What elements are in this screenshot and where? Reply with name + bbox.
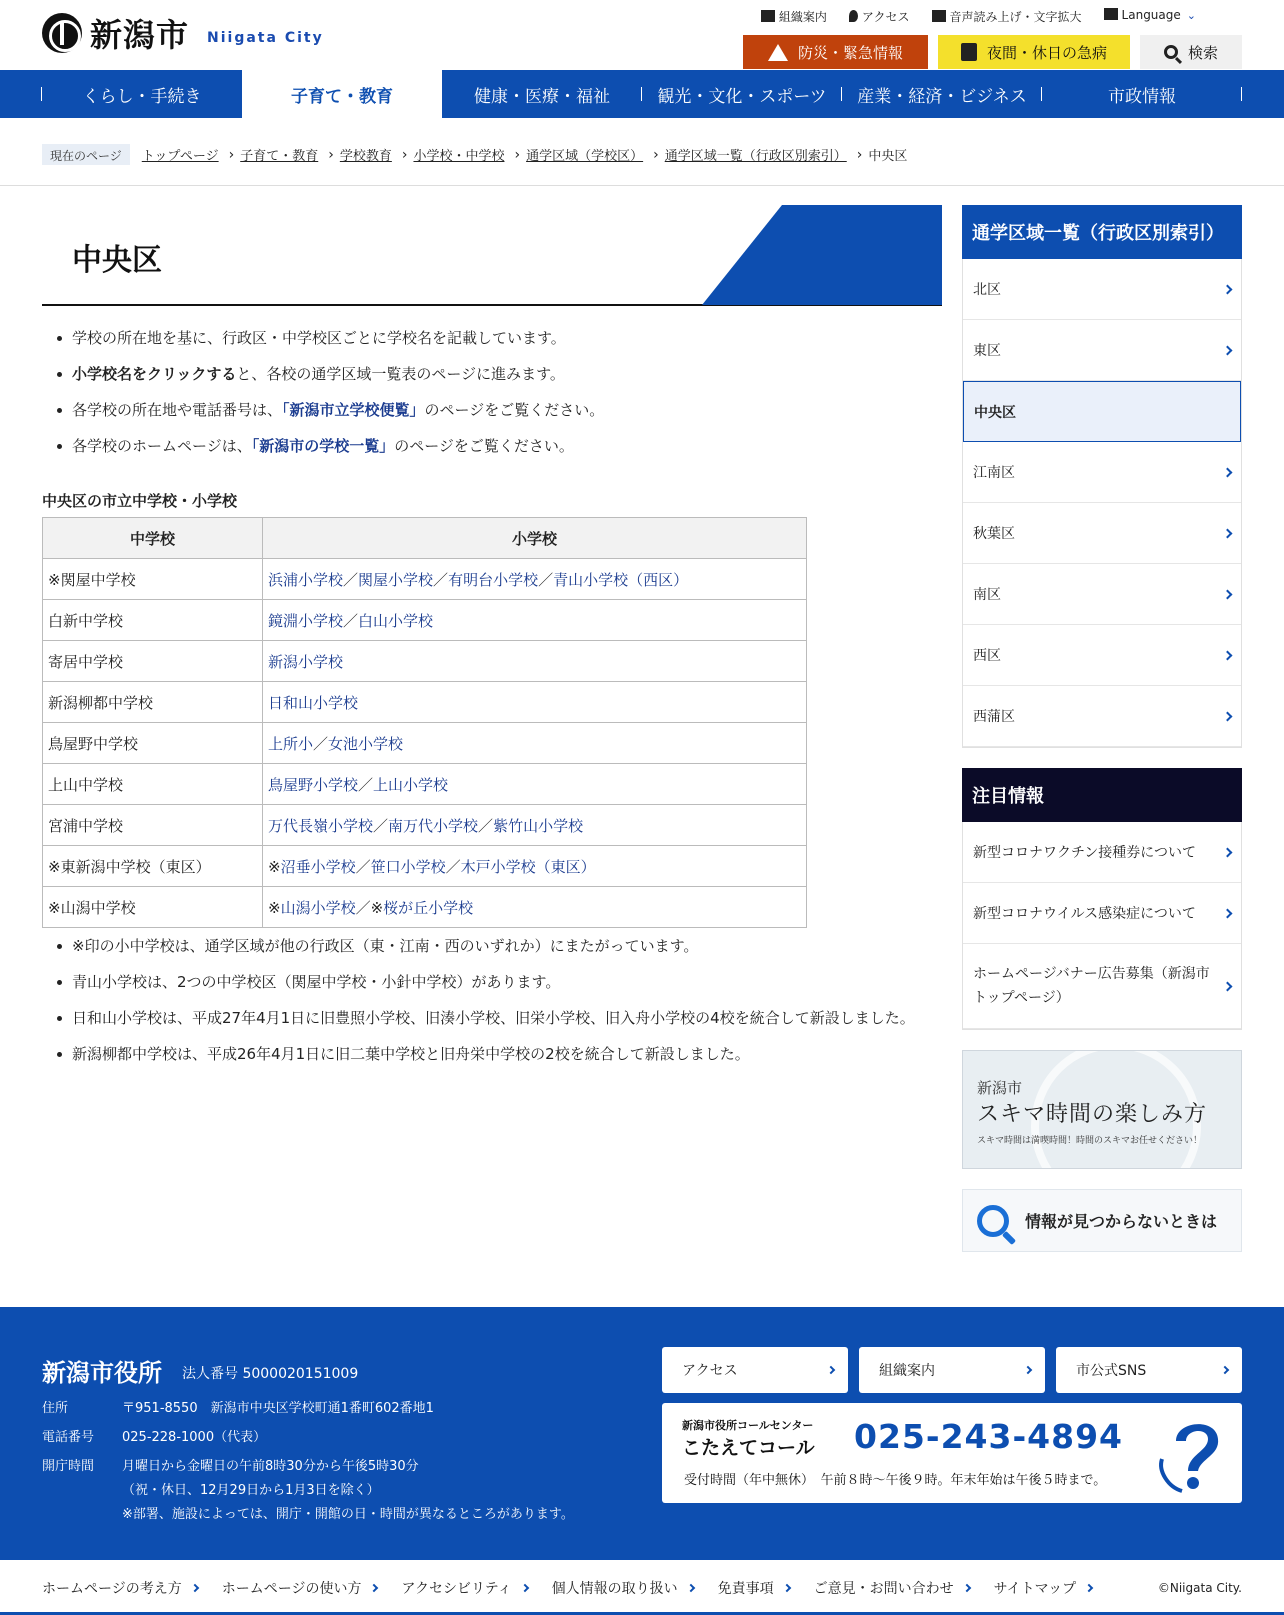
elementary-school-link[interactable]: 上所小 — [268, 734, 314, 753]
util-org-link[interactable]: 組織案内 — [761, 8, 827, 25]
junior-high-school-name: 鳥屋野中学校 — [43, 723, 263, 764]
logo-text-en: Niigata City — [207, 30, 324, 46]
nav-item-living[interactable]: くらし・手続き — [82, 86, 202, 107]
magnifier-icon — [977, 1205, 1009, 1237]
breadcrumb — [0, 144, 1284, 186]
elementary-school-link[interactable]: 青山小学校（西区） — [553, 570, 689, 589]
table-row — [43, 846, 807, 887]
elementary-school-link[interactable]: 女池小学校 — [328, 734, 404, 753]
bottom-link[interactable]: ご意見・お問い合わせ — [814, 1578, 970, 1598]
junior-high-school-name: 上山中学校 — [43, 764, 263, 805]
bottom-link[interactable]: ホームページの考え方 — [42, 1578, 198, 1598]
chevron-right-icon — [1221, 1366, 1229, 1374]
chevron-right-icon — [1223, 284, 1233, 294]
note-item: 新潟柳都中学校は、平成26年4月1日に旧二葉中学校と旧舟栄中学校の2校を統合して新設しました。 — [42, 1040, 942, 1068]
separator: ／ — [358, 775, 374, 794]
chevron-right-icon: › — [856, 146, 863, 163]
bottom-link[interactable]: 免責事項 — [718, 1578, 790, 1598]
elementary-schools-cell — [263, 846, 807, 887]
ward-item[interactable] — [963, 442, 1241, 503]
intro-list — [42, 328, 942, 456]
separator: ／ — [445, 857, 461, 876]
util-access-link[interactable]: アクセス — [849, 8, 910, 25]
utility-links — [761, 8, 1196, 25]
chevron-right-icon — [1024, 1366, 1032, 1374]
breadcrumb-link[interactable]: 学校教育 — [339, 149, 392, 164]
ward-item[interactable] — [963, 320, 1241, 381]
ward-label: 中央区 — [974, 404, 1016, 421]
chevron-right-icon — [1085, 1583, 1093, 1591]
table-row — [43, 559, 807, 600]
nav-spacer — [0, 70, 42, 118]
ward-item[interactable] — [963, 503, 1241, 564]
elementary-school-link[interactable]: 上山小学校 — [373, 775, 449, 794]
school-list-link[interactable]: 「新潟市の学校一覧」 — [251, 437, 395, 455]
sidebar — [962, 205, 1242, 1252]
copyright: ©Niigata City. — [1157, 1580, 1242, 1595]
note-item: ※印の小中学校は、通学区域が他の行政区（東・江南・西のいずれか）にまたがっています。 — [42, 932, 942, 960]
ward-label: 江南区 — [973, 465, 1015, 481]
night-holiday-emergency-button[interactable]: 夜間・休日の急病 — [938, 35, 1130, 69]
util-voice-link[interactable]: 音声読み上げ・文字拡大 — [932, 8, 1082, 25]
table-row — [43, 682, 807, 723]
corporate-number: 法人番号 5000020151009 — [182, 1366, 359, 1382]
question-mascot-icon — [1156, 1411, 1224, 1495]
featured-heading: 注目情報 — [962, 768, 1242, 822]
site-logo[interactable] — [42, 10, 324, 56]
elementary-schools-cell — [263, 723, 807, 764]
chevron-right-icon: › — [653, 146, 659, 163]
global-nav — [0, 70, 1284, 118]
breadcrumb-link[interactable]: 通学区域一覧（行政区別索引） — [664, 149, 847, 164]
footer-phone: 電話番号 025-228-1000（代表） — [42, 1430, 267, 1445]
ward-label: 南区 — [973, 587, 1001, 603]
chevron-right-icon — [1223, 711, 1233, 721]
elementary-school-link[interactable]: 鳥屋野小学校 — [268, 775, 359, 794]
intro-item: 各学校の所在地や電話番号は、「新潟市立学校便覧」のページをご覧ください。 — [42, 400, 942, 420]
separator: ／※ — [355, 898, 384, 917]
elementary-school-link[interactable]: 有明台小学校 — [448, 570, 539, 589]
chevron-right-icon — [370, 1583, 378, 1591]
breadcrumb-link[interactable]: 通学区域（学校区） — [526, 149, 644, 164]
table-row — [43, 887, 807, 928]
intro-item: 各学校のホームページは、「新潟市の学校一覧」のページをご覧ください。 — [42, 436, 942, 456]
note-item: 青山小学校は、2つの中学校区（関屋中学校・小針中学校）があります。 — [42, 968, 942, 996]
ward-label: 東区 — [973, 343, 1001, 359]
chevron-right-icon — [1223, 345, 1233, 355]
footer-access-button[interactable]: アクセス — [662, 1347, 848, 1393]
separator: ※ — [268, 898, 281, 917]
separator: ／ — [343, 570, 359, 589]
call-center-number[interactable]: 025-243-4894 — [854, 1417, 1124, 1456]
chevron-right-icon — [1223, 650, 1233, 660]
ward-label: 北区 — [973, 282, 1001, 298]
sidebar-heading: 通学区域一覧（行政区別索引） — [962, 205, 1242, 259]
header-jhs: 中学校 — [43, 518, 263, 559]
map-pin-icon — [849, 10, 858, 22]
school-handbook-link[interactable]: 「新潟市立学校便覧」 — [282, 401, 425, 419]
footer-title: 新潟市役所 — [42, 1359, 162, 1387]
warning-icon — [768, 44, 788, 61]
featured-item[interactable]: ホームページバナー広告募集（新潟市トップページ） — [963, 944, 1241, 1029]
featured-list — [962, 822, 1242, 1030]
note-item: 日和山小学校は、平成27年4月1日に旧豊照小学校、旧湊小学校、旧栄小学校、旧入舟小学校の4校を統合して新設しました。 — [42, 1004, 942, 1032]
chevron-right-icon: › — [228, 146, 235, 163]
elementary-schools-cell — [263, 641, 807, 682]
junior-high-school-name: 新潟柳都中学校 — [43, 682, 263, 723]
chevron-right-icon — [1223, 981, 1233, 991]
site-footer — [0, 1307, 1284, 1560]
separator: ／ — [343, 611, 359, 630]
elementary-school-link[interactable]: 笹口小学校 — [370, 857, 446, 876]
bottom-link[interactable]: アクセシビリティ — [401, 1578, 527, 1598]
elementary-schools-cell — [263, 682, 807, 723]
elementary-schools-cell — [263, 600, 807, 641]
bottom-link[interactable]: サイトマップ — [994, 1578, 1092, 1598]
bottom-link[interactable]: 個人情報の取り扱い — [552, 1578, 694, 1598]
junior-high-school-name: ※関屋中学校 — [43, 559, 263, 600]
header-es: 小学校 — [263, 518, 807, 559]
chevron-right-icon — [1223, 467, 1233, 477]
chevron-right-icon — [827, 1366, 835, 1374]
elementary-school-link[interactable]: 白山小学校 — [358, 611, 434, 630]
separator: ／ — [538, 570, 554, 589]
chevron-right-icon: › — [514, 146, 521, 163]
speaker-icon — [932, 10, 946, 22]
elementary-school-link[interactable]: 新潟小学校 — [268, 652, 344, 671]
intro-item: 学校の所在地を基に、行政区・中学校区ごとに学校名を記載しています。 — [42, 328, 942, 348]
footer-bottom-links — [0, 1560, 1284, 1615]
chevron-right-icon — [1223, 908, 1233, 918]
hospital-icon — [961, 43, 977, 61]
ward-item[interactable] — [963, 625, 1241, 686]
chevron-right-icon — [1223, 847, 1233, 857]
breadcrumb-label: 現在のページ — [42, 144, 130, 165]
chevron-right-icon — [962, 1583, 970, 1591]
separator: ／ — [433, 570, 449, 589]
elementary-school-link[interactable]: 関屋小学校 — [358, 570, 434, 589]
chevron-right-icon — [190, 1583, 198, 1591]
sukima-time-banner[interactable]: 新潟市 スキマ時間の楽しみ方 スキマ時間は満喫時間！時間のスキマお任せください！ — [962, 1050, 1242, 1169]
featured-item[interactable]: 新型コロナワクチン接種券について — [963, 822, 1241, 883]
footer-org-button[interactable]: 組織案内 — [859, 1347, 1045, 1393]
ward-label: 秋葉区 — [973, 526, 1015, 542]
chevron-right-icon — [1223, 528, 1233, 538]
site-header — [0, 0, 1284, 70]
elementary-schools-cell — [263, 805, 807, 846]
elementary-school-link[interactable]: 南万代小学校 — [388, 816, 479, 835]
elementary-school-link[interactable]: 木戸小学校（東区） — [460, 857, 596, 876]
elementary-school-link[interactable]: 山潟小学校 — [280, 898, 356, 917]
table-row — [43, 723, 807, 764]
table-row — [43, 600, 807, 641]
elementary-school-link[interactable]: 桜が丘小学校 — [383, 898, 474, 917]
nav-item-health[interactable]: 健康・医療・福祉 — [442, 70, 642, 118]
ward-item[interactable] — [963, 381, 1241, 442]
table-row — [43, 641, 807, 682]
nav-item-industry[interactable]: 産業・経済・ビジネス — [842, 70, 1042, 118]
breadcrumb-link[interactable]: 子育て・教育 — [240, 149, 319, 164]
junior-high-school-name: ※山潟中学校 — [43, 887, 263, 928]
bottom-link[interactable]: ホームページの使い方 — [222, 1578, 378, 1598]
chevron-right-icon: › — [401, 146, 408, 163]
org-chart-icon — [761, 10, 775, 22]
not-found-help-banner[interactable]: 情報が見つからないときは — [962, 1189, 1242, 1252]
search-icon — [1164, 45, 1178, 59]
footer-hours: 開庁時間 月曜日から金曜日の午前8時30分から午後5時30分 （祝・休日、12月29日から1月3日を除く） ※部署、施設によっては、開庁・開館の日・時間が異なるところがあります。 — [42, 1459, 574, 1522]
elementary-schools-cell — [263, 764, 807, 805]
logo-text-ja: 新潟市 — [90, 16, 190, 54]
table-row — [43, 805, 807, 846]
junior-high-school-name: 宮浦中学校 — [43, 805, 263, 846]
call-center-box: 新潟市役所コールセンター こたえてコール 025-243-4894 受付時間（年中無休） 午前８時～午後９時。年末年始は午後５時まで。 — [662, 1403, 1242, 1503]
junior-high-school-name: ※東新潟中学校（東区） — [43, 846, 263, 887]
separator: ／ — [373, 816, 389, 835]
notes-list — [42, 932, 942, 1068]
util-language-link[interactable]: Language ⌄ — [1104, 8, 1196, 25]
ward-label: 西蒲区 — [973, 709, 1015, 725]
elementary-schools-cell — [263, 887, 807, 928]
elementary-school-link[interactable]: 鏡淵小学校 — [268, 611, 344, 630]
elementary-school-link[interactable]: 日和山小学校 — [268, 693, 359, 712]
junior-high-school-name: 寄居中学校 — [43, 641, 263, 682]
city-emblem-icon — [42, 13, 82, 53]
junior-high-school-name: 白新中学校 — [43, 600, 263, 641]
chevron-right-icon: › — [328, 146, 334, 163]
elementary-school-link[interactable]: 浜浦小学校 — [268, 570, 344, 589]
separator: ／ — [313, 734, 329, 753]
ward-item[interactable] — [963, 564, 1241, 625]
chevron-right-icon — [686, 1583, 694, 1591]
ward-list — [962, 259, 1242, 748]
intro-item: 小学校名をクリックすると、各校の通学区域一覧表のページに進みます。 — [42, 364, 942, 384]
elementary-school-link[interactable]: 沼垂小学校 — [280, 857, 356, 876]
chevron-right-icon — [782, 1583, 790, 1591]
table-header-row — [43, 518, 807, 559]
separator: ／ — [355, 857, 371, 876]
table-row — [43, 764, 807, 805]
main-content — [42, 205, 942, 1076]
featured-item[interactable]: 新型コロナウイルス感染症について — [963, 883, 1241, 944]
ward-item[interactable] — [963, 259, 1241, 320]
elementary-school-link[interactable]: 紫竹山小学校 — [493, 816, 584, 835]
nav-item-tourism[interactable]: 観光・文化・スポーツ — [642, 70, 842, 118]
separator: ※ — [268, 857, 281, 876]
footer-address: 住所 〒951-8550 新潟市中央区学校町通1番町602番地1 — [42, 1401, 434, 1416]
chevron-down-icon: ⌄ — [1186, 9, 1196, 22]
disaster-info-button[interactable]: 防災・緊急情報 — [743, 35, 928, 69]
chevron-right-icon — [520, 1583, 528, 1591]
nav-item-childcare-education[interactable]: 子育て・教育 — [242, 70, 442, 118]
page-title-box — [42, 205, 942, 306]
title-decoration — [702, 205, 942, 305]
translate-icon — [1104, 8, 1118, 20]
footer-sns-button[interactable]: 市公式SNS — [1056, 1347, 1242, 1393]
breadcrumb-link[interactable]: 小学校・中学校 — [413, 149, 505, 164]
chevron-right-icon — [1223, 589, 1233, 599]
page-title: 中央区 — [72, 243, 162, 278]
breadcrumb-current: 中央区 — [868, 149, 908, 164]
separator: ／ — [478, 816, 494, 835]
table-caption: 中央区の市立中学校・小学校 — [42, 492, 238, 510]
search-button[interactable]: 検索 — [1140, 35, 1242, 69]
school-table — [42, 517, 807, 928]
nav-item-city-government[interactable]: 市政情報 — [1042, 70, 1242, 118]
breadcrumb-link[interactable]: トップページ — [141, 149, 219, 164]
ward-item[interactable] — [963, 686, 1241, 747]
elementary-schools-cell — [263, 559, 807, 600]
elementary-school-link[interactable]: 万代長嶺小学校 — [268, 816, 374, 835]
ward-label: 西区 — [973, 648, 1001, 664]
